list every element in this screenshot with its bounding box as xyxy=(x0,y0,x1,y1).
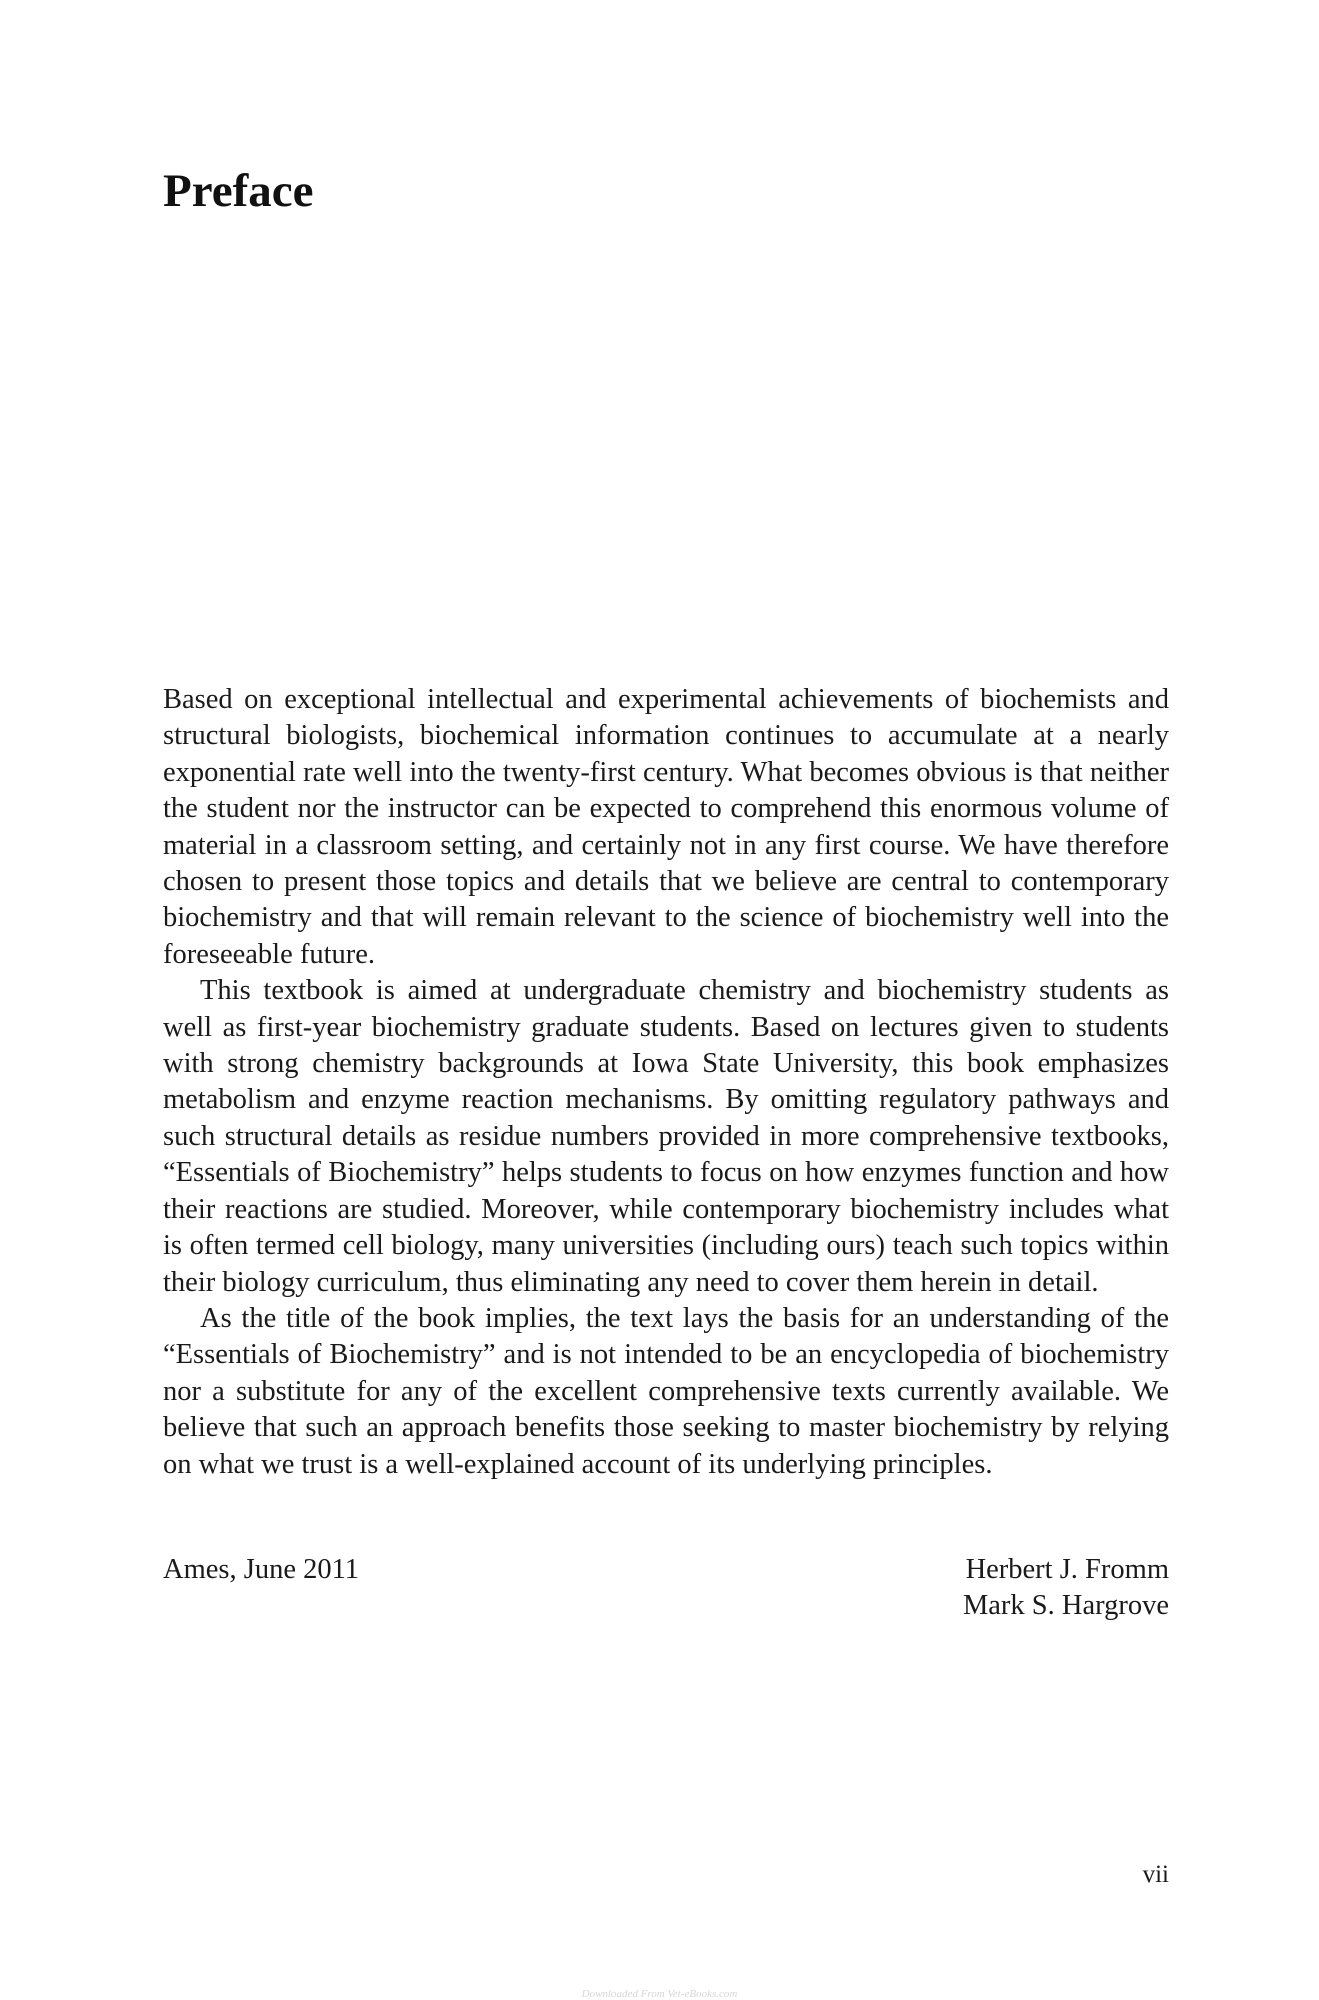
paragraph-1: Based on exceptional intellectual and experimental achievements of biochemists and structural biologists, biochemical information continues to accumulate at a nearly exponential rate well into the twenty-first century. What becomes obvious is that neither the student nor the instructor can be expected to comprehend this enormous volume of material in a classroom setting, and certainly not in any first course. We have therefore chosen to present those topics and details that we believe are central to contemporary biochemistry and that will remain relevant to the science of biochemistry well into the foreseeable future. xyxy=(163,684,1169,970)
preface-body xyxy=(163,682,1169,1483)
page-number: vii xyxy=(1142,1861,1169,1888)
page-title: Preface xyxy=(163,165,314,217)
paragraph-3: As the title of the book implies, the text lays the basis for an understanding of the “Essentials of Biochemistry” and is not intended to be an encyclopedia of biochemistry nor a substitute for any of the excellent comprehensive texts currently available. We believe that such an approach benefits those seeking to master biochemistry by relying on what we trust is a well-explained account of its underlying principles. xyxy=(163,1302,1169,1480)
paragraph-2: This textbook is aimed at undergraduate chemistry and biochemistry students as well as first-year biochemistry graduate students. Based on lectures given to students with strong chemistry backgrounds at Iowa State University, this book emphasizes metabolism and enzyme reaction mechanisms. By omitting regulatory pathways and such structural details as residue numbers provided in more comprehensive textbooks, “Essentials of Biochemistry” helps students to focus on how enzymes function and how their reactions are studied. Moreover, while contemporary biochemistry includes what is often termed cell biology, many universities (including ours) teach such topics within their biology curriculum, thus eliminating any need to cover them herein in detail. xyxy=(163,975,1169,1298)
author-name: Herbert J. Fromm xyxy=(965,1554,1169,1585)
signature-place-date: Ames, June 2011 xyxy=(163,1554,360,1585)
signature-authors xyxy=(963,1552,1169,1625)
author-name: Mark S. Hargrove xyxy=(962,1590,1169,1622)
watermark: Downloaded From Vet-eBooks.com xyxy=(581,1988,738,2000)
